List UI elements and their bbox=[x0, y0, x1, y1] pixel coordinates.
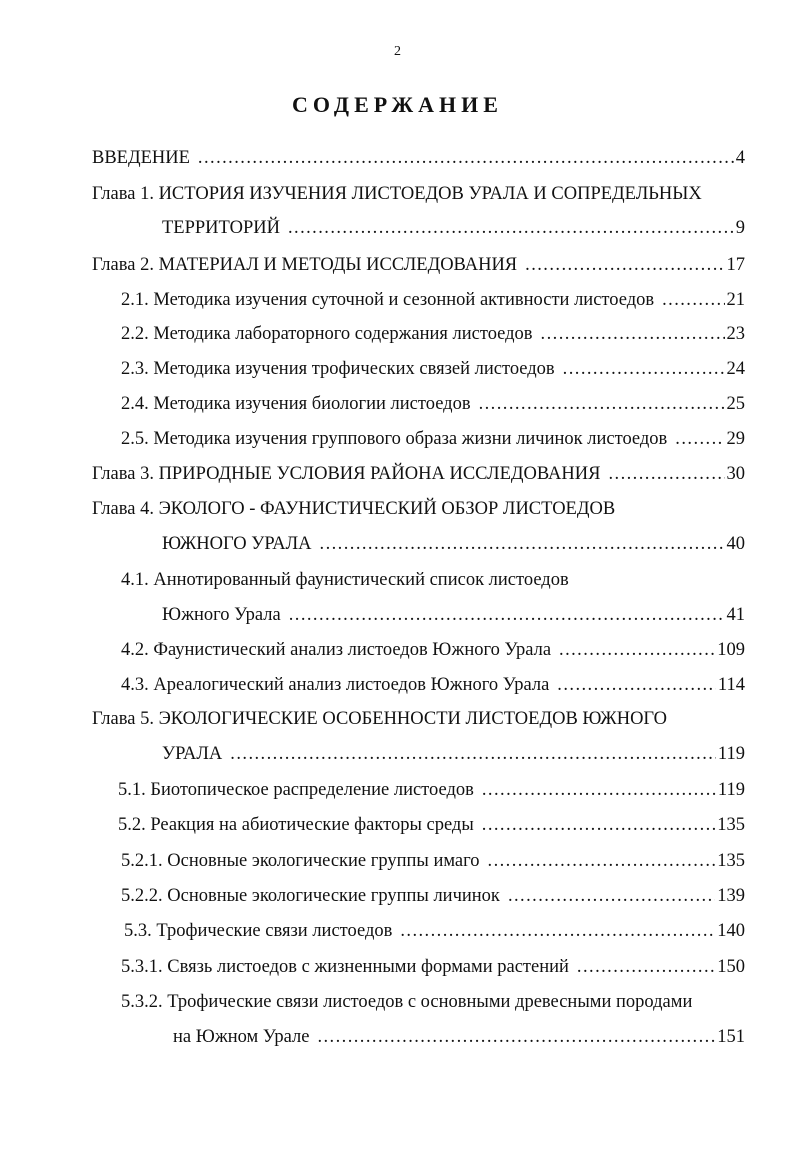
toc-leader-dots bbox=[608, 462, 724, 486]
toc-entry-section-2-1[interactable] bbox=[121, 288, 745, 312]
toc-entry-text: ТЕРРИТОРИЙ bbox=[162, 218, 280, 238]
toc-entry-text: Глава 3. ПРИРОДНЫЕ УСЛОВИЯ РАЙОНА ИССЛЕДОВАНИЯ bbox=[92, 464, 601, 484]
toc-entry-text: Южного Урала bbox=[162, 605, 281, 625]
toc-entry-text: 2.4. Методика изучения биологии листоедов bbox=[121, 394, 471, 414]
toc-entry-chapter-5-line-1[interactable]: Глава 5. ЭКОЛОГИЧЕСКИЕ ОСОБЕННОСТИ ЛИСТОЕДОВ ЮЖНОГО bbox=[92, 709, 668, 729]
toc-page-number: 114 bbox=[717, 675, 745, 695]
toc-entry-text: ВВЕДЕНИЕ bbox=[92, 148, 190, 168]
toc-leader-dots bbox=[198, 146, 734, 170]
toc-leader-dots bbox=[525, 253, 724, 277]
toc-entry-section-5-3-2[interactable] bbox=[173, 1025, 745, 1049]
toc-leader-dots bbox=[662, 288, 724, 312]
toc-page-number: 25 bbox=[726, 394, 745, 414]
toc-entry-section-4-1-line-1[interactable]: 4.1. Аннотированный фаунистический список листоедов bbox=[121, 570, 569, 590]
toc-leader-dots bbox=[479, 392, 725, 416]
toc-page-number: 29 bbox=[726, 429, 745, 449]
toc-entry-chapter-5[interactable] bbox=[162, 742, 745, 766]
toc-page-number: 24 bbox=[726, 359, 745, 379]
toc-entry-text: 2.1. Методика изучения суточной и сезонной активности листоедов bbox=[121, 290, 655, 310]
toc-page-number: 4 bbox=[735, 148, 745, 168]
toc-page-number: 109 bbox=[717, 640, 745, 660]
toc-leader-dots bbox=[508, 884, 715, 908]
toc-page-number: 30 bbox=[726, 464, 745, 484]
toc-leader-dots bbox=[320, 532, 725, 556]
toc-entry-text: Глава 2. МАТЕРИАЛ И МЕТОДЫ ИССЛЕДОВАНИЯ bbox=[92, 255, 518, 275]
toc-page-number: 140 bbox=[717, 921, 745, 941]
toc-entry-text: на Южном Урале bbox=[173, 1027, 310, 1047]
toc-entry-introduction[interactable] bbox=[92, 146, 745, 170]
toc-entry-text: 4.3. Ареалогический анализ листоедов Южного Урала bbox=[121, 675, 550, 695]
toc-entry-chapter-1-line-1[interactable]: Глава 1. ИСТОРИЯ ИЗУЧЕНИЯ ЛИСТОЕДОВ УРАЛА И СОПРЕДЕЛЬНЫХ bbox=[92, 184, 702, 204]
toc-entry-text: 5.3. Трофические связи листоедов bbox=[124, 921, 393, 941]
toc-entry-section-4-3[interactable] bbox=[121, 673, 745, 697]
toc-entry-text: 4.2. Фаунистический анализ листоедов Южного Урала bbox=[121, 640, 552, 660]
toc-entry-text: 2.3. Методика изучения трофических связей листоедов bbox=[121, 359, 555, 379]
toc-leader-dots bbox=[675, 427, 724, 451]
toc-entry-section-5-3-1[interactable] bbox=[121, 955, 745, 979]
toc-entry-section-4-2[interactable] bbox=[121, 638, 745, 662]
toc-leader-dots bbox=[488, 849, 716, 873]
toc-leader-dots bbox=[400, 919, 715, 943]
toc-entry-section-4-1[interactable] bbox=[162, 603, 745, 627]
toc-entry-section-5-2-1[interactable] bbox=[121, 849, 745, 873]
toc-entry-section-2-5[interactable] bbox=[121, 427, 745, 451]
toc-entry-text: 5.2. Реакция на абиотические факторы среды bbox=[118, 815, 474, 835]
toc-leader-dots bbox=[482, 813, 715, 837]
toc-page-number: 150 bbox=[717, 957, 745, 977]
toc-entry-section-5-2-2[interactable] bbox=[121, 884, 745, 908]
toc-leader-dots bbox=[288, 216, 734, 240]
toc-entry-section-5-3-2-line-1[interactable]: 5.3.2. Трофические связи листоедов с основными древесными породами bbox=[121, 992, 693, 1012]
toc-entry-text: 5.2.2. Основные экологические группы личинок bbox=[121, 886, 500, 906]
toc-leader-dots bbox=[557, 673, 716, 697]
toc-leader-dots bbox=[482, 778, 716, 802]
toc-page-number: 40 bbox=[726, 534, 745, 554]
toc-entry-text: 2.5. Методика изучения группового образа жизни личинок листоедов bbox=[121, 429, 668, 449]
toc-entry-chapter-2[interactable] bbox=[92, 253, 745, 277]
toc-entry-text: ЮЖНОГО УРАЛА bbox=[162, 534, 312, 554]
toc-leader-dots bbox=[317, 1025, 715, 1049]
page-title: СОДЕРЖАНИЕ bbox=[292, 92, 503, 117]
toc-leader-dots bbox=[577, 955, 715, 979]
page-number: 2 bbox=[394, 44, 401, 59]
toc-leader-dots bbox=[230, 742, 716, 766]
toc-entry-text: 5.3.1. Связь листоедов с жизненными формами растений bbox=[121, 957, 569, 977]
toc-entry-chapter-1[interactable] bbox=[162, 216, 745, 240]
toc-page-number: 41 bbox=[726, 605, 745, 625]
toc-page-number: 17 bbox=[726, 255, 745, 275]
toc-entry-section-5-3[interactable] bbox=[124, 919, 745, 943]
toc-entry-section-5-1[interactable] bbox=[118, 778, 745, 802]
toc-page-number: 151 bbox=[717, 1027, 745, 1047]
toc-entry-chapter-4-line-1[interactable]: Глава 4. ЭКОЛОГО - ФАУНИСТИЧЕСКИЙ ОБЗОР ЛИСТОЕДОВ bbox=[92, 499, 616, 519]
toc-entry-chapter-3[interactable] bbox=[92, 462, 745, 486]
toc-entry-section-5-2[interactable] bbox=[118, 813, 745, 837]
toc-entry-section-2-4[interactable] bbox=[121, 392, 745, 416]
toc-leader-dots bbox=[563, 357, 725, 381]
toc-leader-dots bbox=[289, 603, 725, 627]
toc-leader-dots bbox=[559, 638, 715, 662]
toc-entry-text: УРАЛА bbox=[162, 744, 223, 764]
toc-page-number: 23 bbox=[726, 324, 745, 344]
toc-page-number: 21 bbox=[726, 290, 745, 310]
toc-page-number: 9 bbox=[735, 218, 745, 238]
toc-entry-section-2-2[interactable] bbox=[121, 322, 745, 346]
toc-entry-text: 2.2. Методика лабораторного содержания листоедов bbox=[121, 324, 533, 344]
toc-leader-dots bbox=[541, 322, 725, 346]
toc-page-number: 119 bbox=[717, 780, 745, 800]
toc-page-number: 135 bbox=[717, 815, 745, 835]
toc-page-number: 139 bbox=[717, 886, 745, 906]
toc-entry-chapter-4[interactable] bbox=[162, 532, 745, 556]
toc-page-number: 135 bbox=[717, 851, 745, 871]
toc-entry-text: 5.2.1. Основные экологические группы имаго bbox=[121, 851, 480, 871]
toc-entry-section-2-3[interactable] bbox=[121, 357, 745, 381]
toc-entry-text: 5.1. Биотопическое распределение листоедов bbox=[118, 780, 474, 800]
toc-page-number: 119 bbox=[717, 744, 745, 764]
